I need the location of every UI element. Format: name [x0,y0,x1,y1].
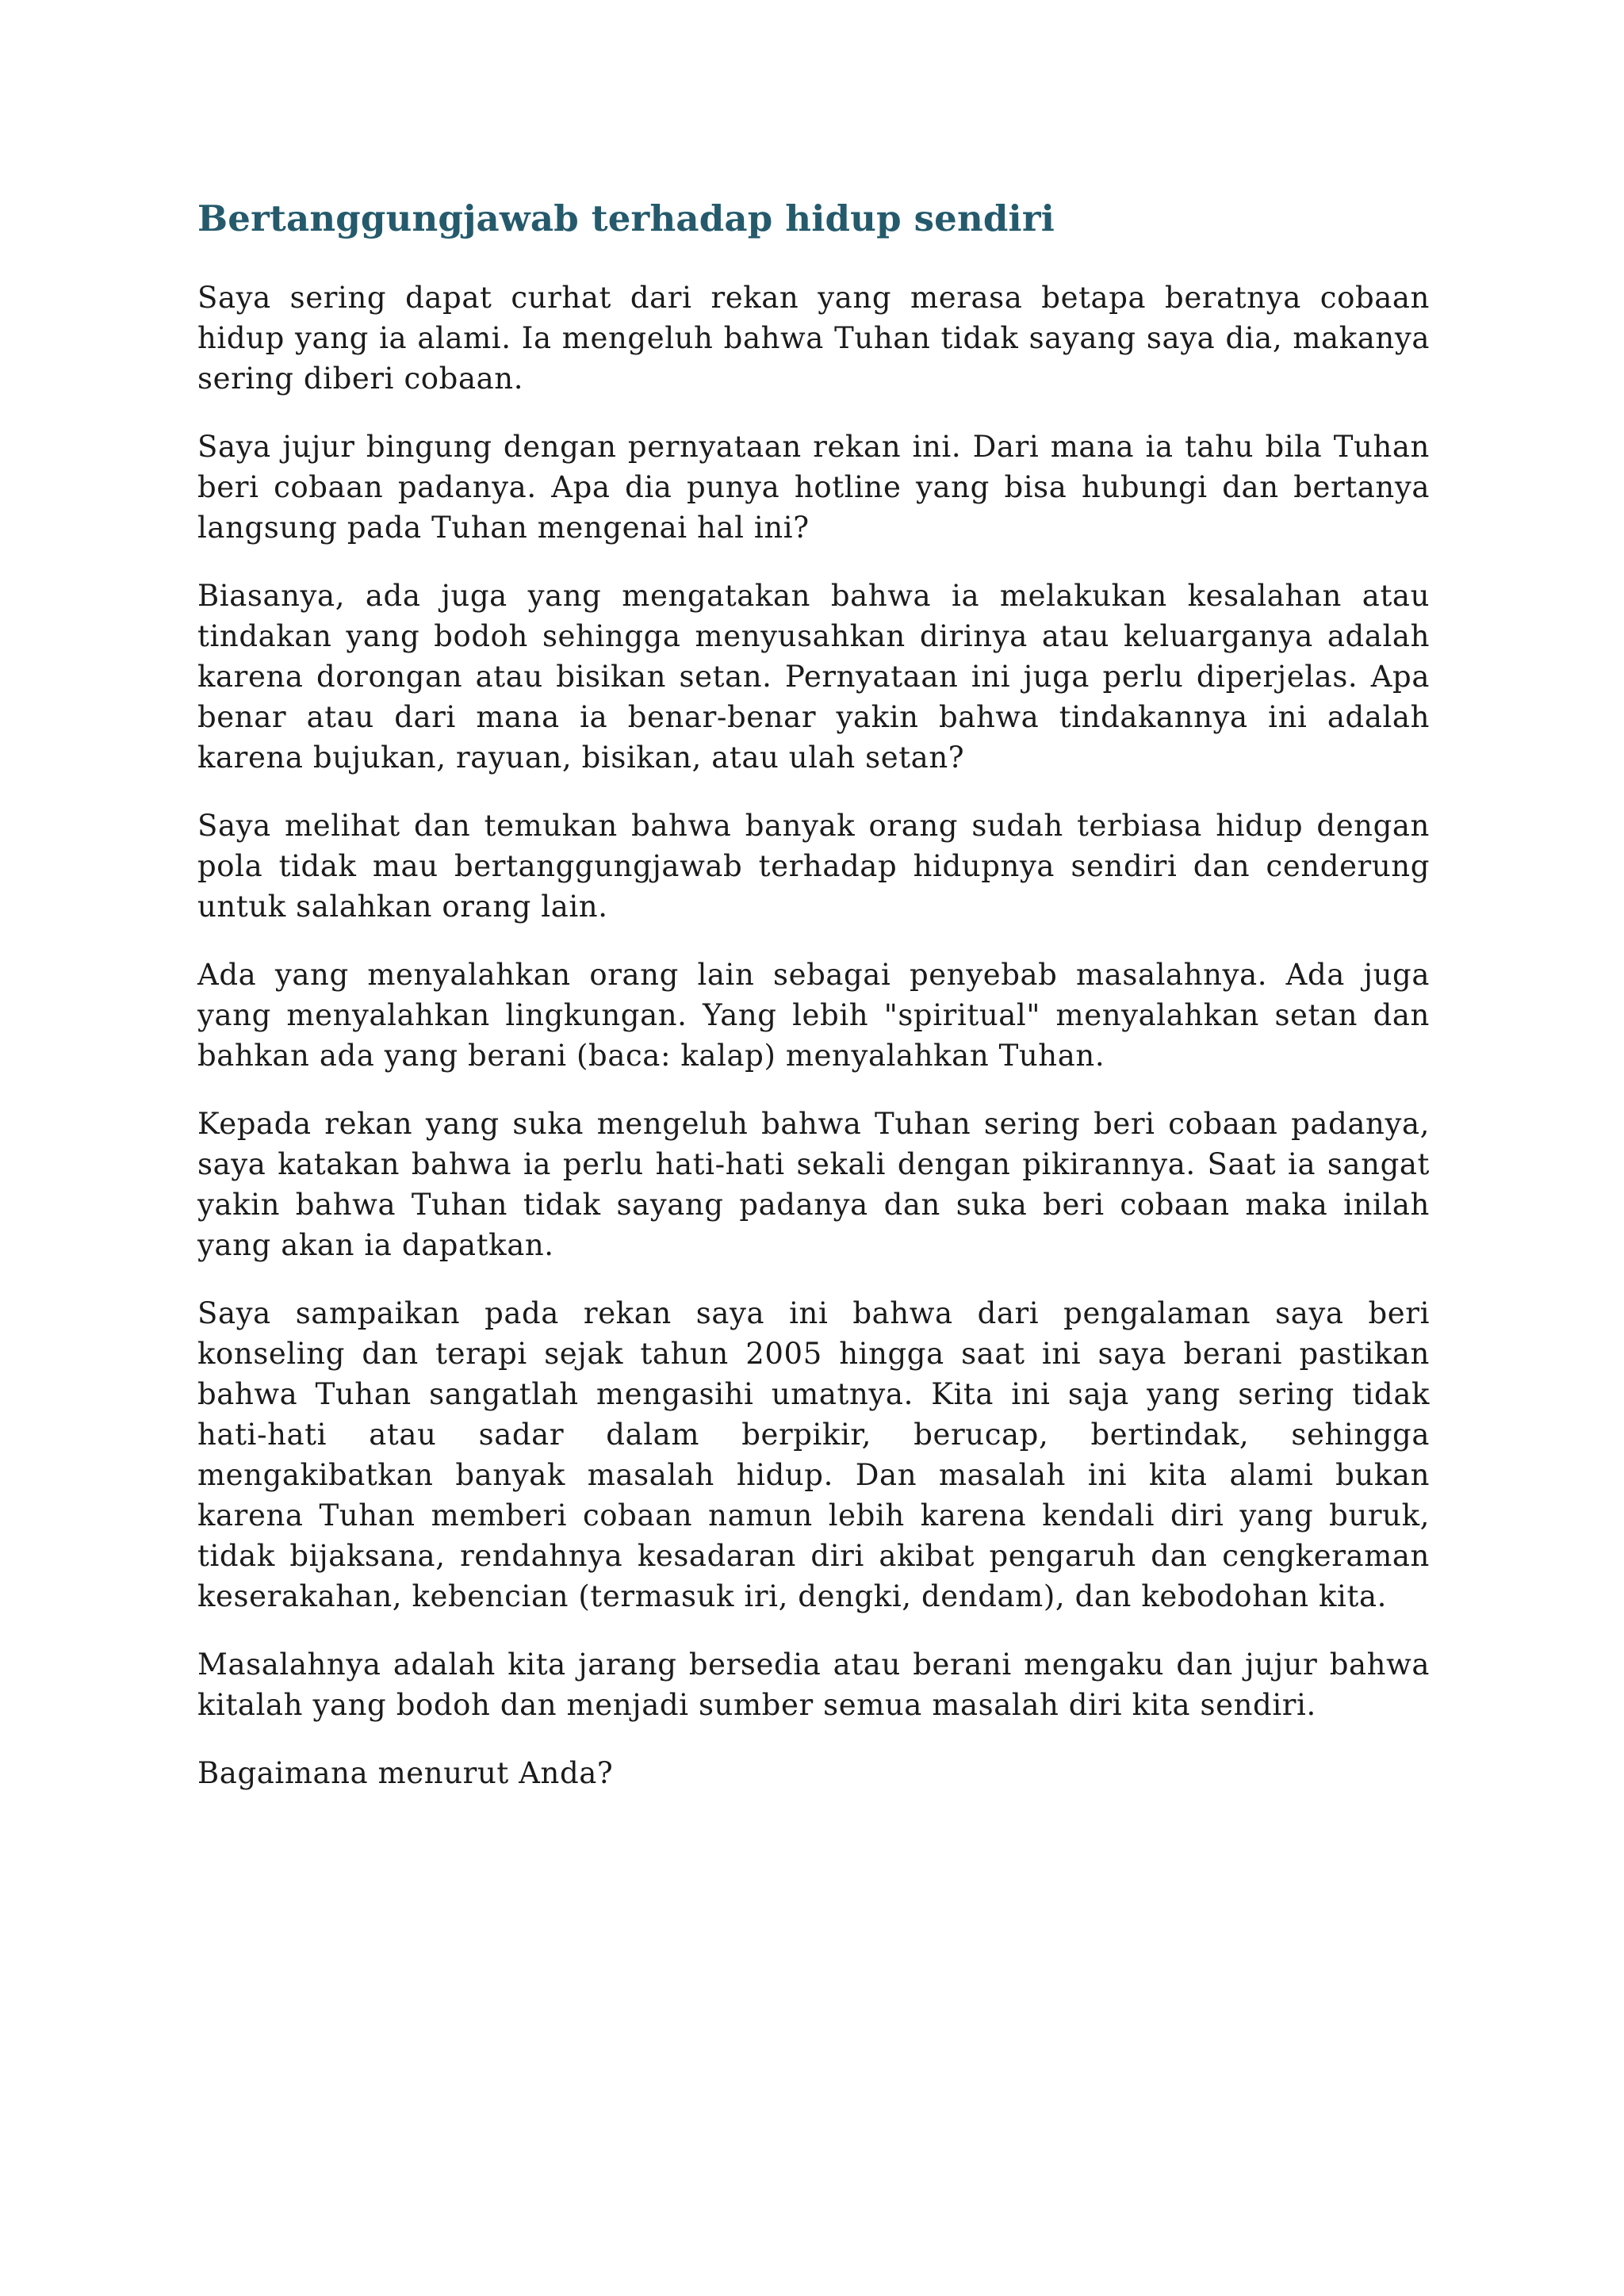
paragraph: Saya melihat dan temukan bahwa banyak orang sudah terbiasa hidup dengan pola tidak mau bertanggungjawab terhadap hidupnya sendiri dan cenderung untuk salahkan orang lain. [197,809,1430,924]
paragraph: Ada yang menyalahkan orang lain sebagai penyebab masalahnya. Ada juga yang menyalahkan lingkungan. Yang lebih "spiritual" menyalahkan setan dan bahkan ada yang berani (baca: kalap) menyalahkan Tuhan. [197,958,1430,1073]
paragraph: Saya sampaikan pada rekan saya ini bahwa dari pengalaman saya beri konseling dan terapi sejak tahun 2005 hingga saat ini saya berani pastikan bahwa Tuhan sangatlah mengasihi umatnya. Kita ini saja yang sering tidak hati-hati atau sadar dalam berpikir, berucap, bertindak, sehingga mengakibatkan banyak masalah hidup. Dan masalah ini kita alami bukan karena Tuhan memberi cobaan namun lebih karena kendali diri yang buruk, tidak bijaksana, rendahnya kesadaran diri akibat pengaruh dan cengkeraman keserakahan, kebencian (termasuk iri, dengki, dendam), dan kebodohan kita. [197,1296,1430,1613]
paragraph: Biasanya, ada juga yang mengatakan bahwa ia melakukan kesalahan atau tindakan yang bodoh sehingga menyusahkan dirinya atau keluarganya adalah karena dorongan atau bisikan setan. Pernyataan ini juga perlu diperjelas. Apa benar atau dari mana ia benar-benar yakin bahwa tindakannya ini adalah karena bujukan, rayuan, bisikan, atau ulah setan? [197,579,1430,775]
document-title: Bertanggungjawab terhadap hidup sendiri [197,197,1055,239]
closing-question: Bagaimana menurut Anda? [197,1756,614,1790]
paragraph: Kepada rekan yang suka mengeluh bahwa Tuhan sering beri cobaan padanya, saya katakan bahwa ia perlu hati-hati sekali dengan pikirannya. Saat ia sangat yakin bahwa Tuhan tidak sayang padanya dan suka beri cobaan maka inilah yang akan ia dapatkan. [197,1107,1430,1262]
paragraph: Saya jujur bingung dengan pernyataan rekan ini. Dari mana ia tahu bila Tuhan beri cobaan padanya. Apa dia punya hotline yang bisa hubungi dan bertanya langsung pada Tuhan mengenai hal ini? [197,430,1430,545]
paragraph: Masalahnya adalah kita jarang bersedia atau berani mengaku dan jujur bahwa kitalah yang bodoh dan menjadi sumber semua masalah diri kita sendiri. [197,1647,1430,1722]
paragraph: Saya sering dapat curhat dari rekan yang merasa betapa beratnya cobaan hidup yang ia alami. Ia mengeluh bahwa Tuhan tidak sayang saya dia, makanya sering diberi cobaan. [197,281,1430,396]
document-body [197,190,1430,1821]
